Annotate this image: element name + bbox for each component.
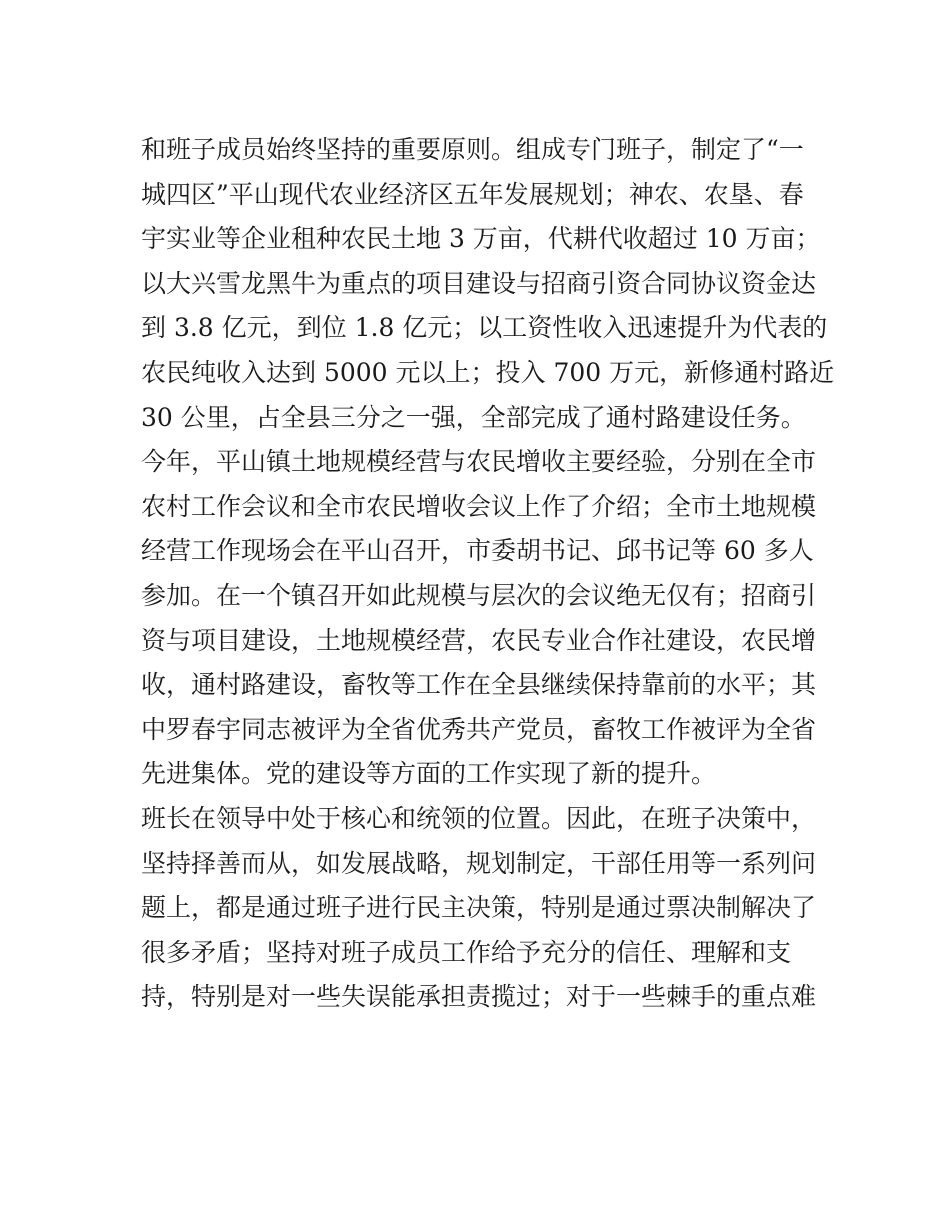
text-line: 收，通村路建设，畜牧等工作在全县继续保持靠前的水平；其 <box>141 670 817 700</box>
text-line: 中罗春宇同志被评为全省优秀共产党员，畜牧工作被评为全省 <box>141 714 817 744</box>
text-line: 经营工作现场会在平山召开，市委胡书记、邱书记等 60 多人 <box>141 536 814 566</box>
text-line: 题上，都是通过班子进行民主决策，特别是通过票决制解决了 <box>141 893 817 923</box>
text-line: 城四区”平山现代农业经济区五年发展规划；神农、农垦、春 <box>141 179 804 209</box>
text-line: 很多矛盾；坚持对班子成员工作给予充分的信任、理解和支 <box>141 937 792 967</box>
text-line: 以大兴雪龙黑牛为重点的项目建设与招商引资合同协议资金达 <box>141 268 817 298</box>
text-line: 30 公里，占全县三分之一强，全部完成了通村路建设任务。 <box>141 402 806 432</box>
text-line: 班长在领导中处于核心和统领的位置。因此，在班子决策中， <box>141 803 817 833</box>
text-line: 今年，平山镇土地规模经营与农民增收主要经验，分别在全市 <box>141 447 817 477</box>
text-line: 到 3.8 亿元，到位 1.8 亿元；以工资性收入迅速提升为代表的 <box>141 313 828 343</box>
text-line: 坚持择善而从，如发展战略，规划制定，干部任用等一系列问 <box>141 848 817 878</box>
text-line: 和班子成员始终坚持的重要原则。组成专门班子，制定了“一 <box>141 135 804 164</box>
text-line: 先进集体。党的建设等方面的工作实现了新的提升。 <box>141 759 717 789</box>
text-line: 农民纯收入达到 5000 元以上；投入 700 万元，新修通村路近 <box>141 357 835 387</box>
text-line: 参加。在一个镇召开如此规模与层次的会议绝无仅有；招商引 <box>141 580 817 610</box>
body-text <box>141 128 835 1020</box>
text-line: 农村工作会议和全市农民增收会议上作了介绍；全市土地规模 <box>141 491 817 521</box>
text-line: 宇实业等企业租种农民土地 3 万亩，代耕代收超过 10 万亩； <box>141 224 821 254</box>
text-line: 资与项目建设，土地规模经营，农民专业合作社建设，农民增 <box>141 625 817 655</box>
text-line: 持，特别是对一些失误能承担责揽过；对于一些棘手的重点难 <box>141 982 817 1012</box>
